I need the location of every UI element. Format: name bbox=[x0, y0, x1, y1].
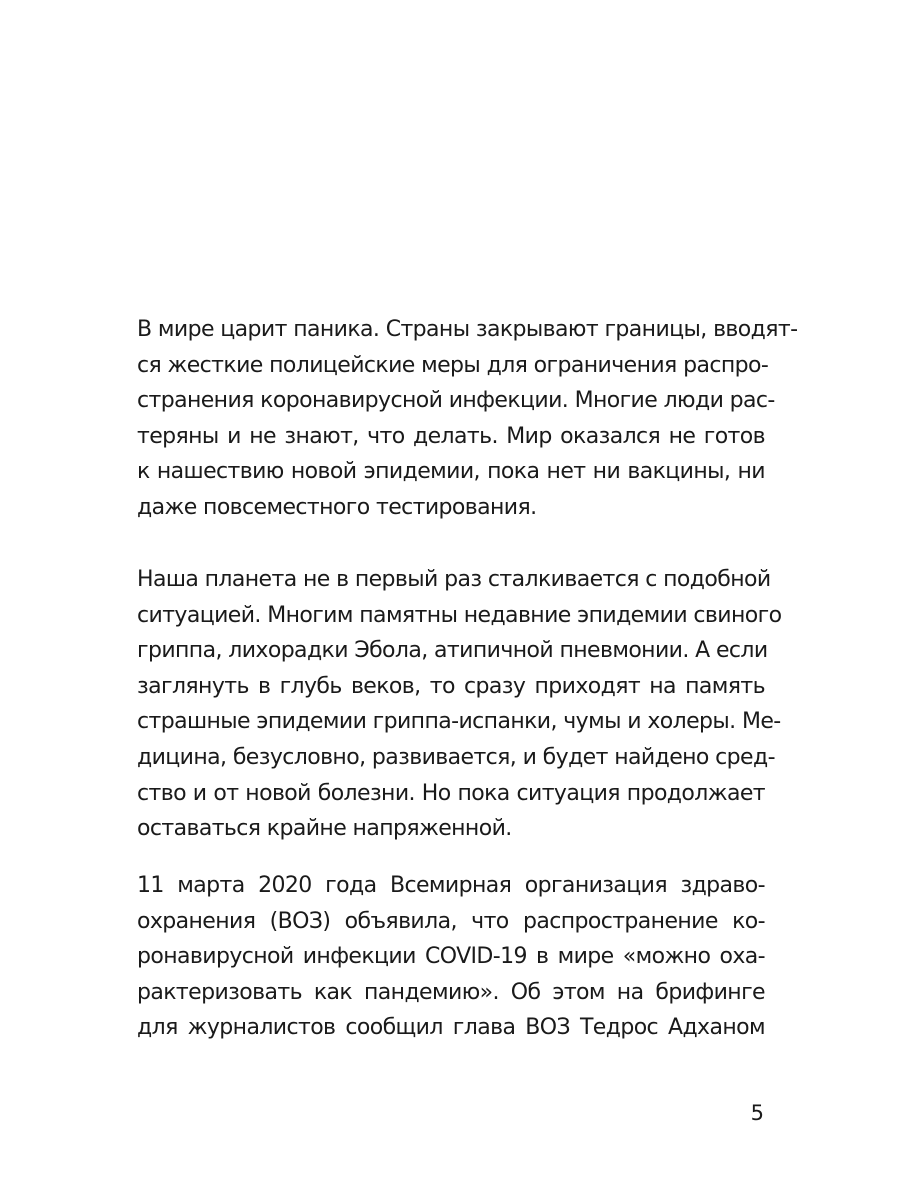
text-line: гриппа, лихорадки Эбола, атипичной пневмонии. А если bbox=[137, 638, 768, 664]
text-line: оставаться крайне напряженной. bbox=[137, 816, 512, 842]
text-line: даже повсеместного тестирования. bbox=[137, 494, 537, 520]
text-line: ронавирусной инфекции COVID-19 в мире «можно оха- bbox=[137, 944, 765, 970]
text-line: Наша планета не в первый раз сталкивается с подобной bbox=[137, 567, 771, 592]
paragraph-past-epidemics bbox=[137, 562, 782, 847]
text-line: ситуацией. Многим памятны недавние эпидемии свиного bbox=[137, 602, 782, 628]
paragraph-who-announcement bbox=[137, 868, 765, 1046]
text-line: 11 марта 2020 года Всемирная организация здраво- bbox=[137, 873, 765, 898]
text-line: дицина, безусловно, развивается, и будет найдено сред- bbox=[137, 744, 775, 770]
text-line: охранения (ВОЗ) объявила, что распространение ко- bbox=[137, 908, 765, 934]
page-number: 5 bbox=[750, 1101, 764, 1125]
text-line: к нашествию новой эпидемии, пока нет ни вакцины, ни bbox=[137, 459, 765, 485]
paragraph-panic bbox=[137, 312, 798, 526]
text-line: рактеризовать как пандемию». Об этом на брифинге bbox=[137, 979, 765, 1005]
text-line: для журналистов сообщил глава ВОЗ Тедрос Адханом bbox=[137, 1015, 765, 1041]
text-line: заглянуть в глубь веков, то сразу приходят на память bbox=[137, 673, 765, 699]
text-line: ся жесткие полицейские меры для ограничения распро- bbox=[137, 352, 769, 378]
text-line: теряны и не знают, что делать. Мир оказался не готов bbox=[137, 423, 765, 449]
text-line: В мире царит паника. Страны закрывают границы, вводят- bbox=[137, 317, 798, 342]
text-line: страшные эпидемии гриппа-испанки, чумы и холеры. Ме- bbox=[137, 709, 781, 735]
text-line: странения коронавирусной инфекции. Многие люди рас- bbox=[137, 388, 775, 414]
text-line: ство и от новой болезни. Но пока ситуация продолжает bbox=[137, 780, 765, 806]
